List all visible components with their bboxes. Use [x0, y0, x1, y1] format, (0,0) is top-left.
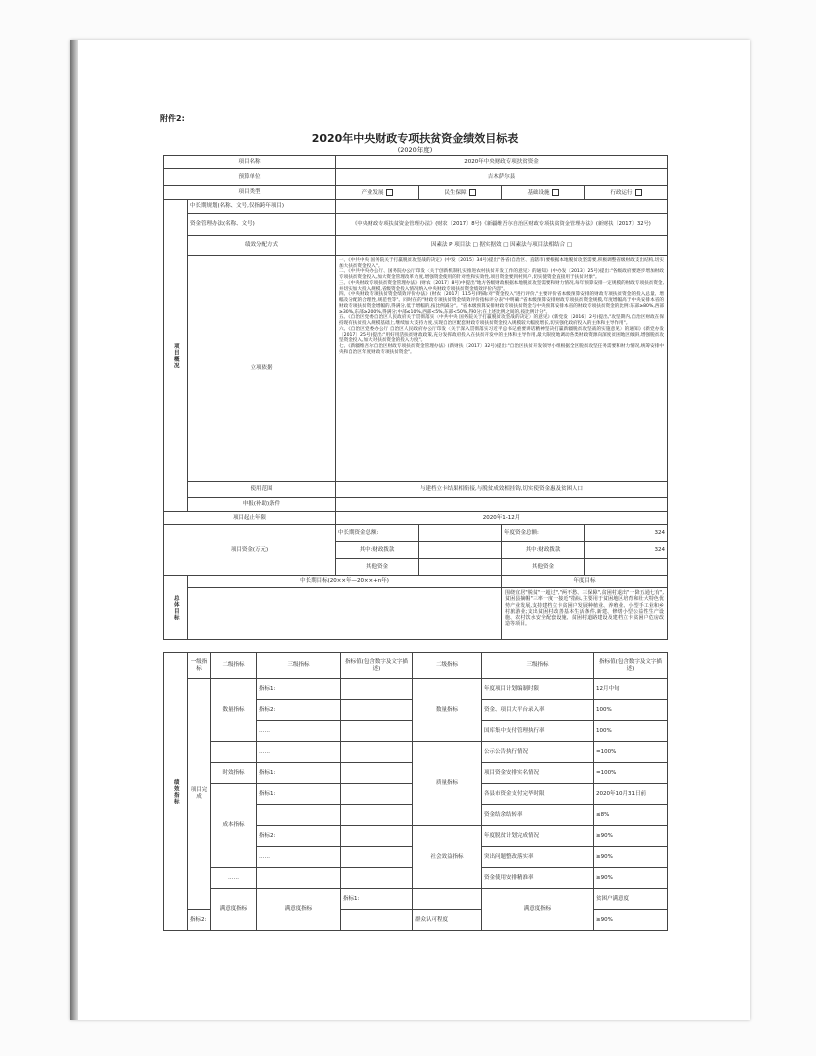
budget-unit-label: 预算单位 — [164, 169, 336, 186]
mid-goal-text — [188, 588, 502, 640]
satisfaction-group-left: 满意度指标 — [257, 889, 341, 931]
year-total-label: 年度资金总额: — [502, 525, 585, 542]
right-indicator-value: ≥90% — [594, 847, 668, 868]
year-goal-text: 围绕宜居"脱贫"一超过","两不愁、三保障",贫困村退出"一降五通七有",贫困县摘帽"三率一度一接近"指标,主要用于贫困地区培育和壮大特色优势产业发展,支持建档立卡贫困户发展种植业、养殖业、小型手工业和乡村旅游业;支出贫困村改善基本生活条件,新建、修缮小型公益性生产设施、农村饮水安全配套设施、贫困村道路建设及建档立卡贫困户危房改造等项目。 — [502, 588, 668, 640]
indicator-value — [341, 847, 413, 868]
right-indicator-value: ≥90% — [594, 910, 668, 931]
allocation-method-value: 因素法 P 项目法 □ 据实据效 □ 因素法与项目法相结合 □ — [336, 236, 668, 256]
indicator-label — [257, 805, 341, 826]
basis-label: 立项依据 — [188, 256, 336, 482]
basis-paragraph: 二、《中共中央办公厅、国务院办公厅印发〈关于创新机制扎实推进农村扶贫开发工作的意见〉的通知》(中办发〔2013〕25号)提出:"各级政府要逐步增加财政专项扶贫资金投入,加大资金管理改革力度,增强资金使用的针对性和实效性,项目资金要到村到户,切实使资金直接用于扶贫对象"。 — [339, 269, 665, 281]
mid-total-value — [419, 525, 502, 542]
right-indicator-name: 年度脱贫计划完成情况 — [482, 826, 594, 847]
checkbox-icon — [635, 189, 642, 196]
indicator-ellipsis: …… — [257, 742, 341, 763]
level2-header: 二级指标 — [211, 653, 257, 679]
apply-condition-label: 申报(补助)条件 — [188, 498, 336, 512]
satisfaction-level1: 满意度指标 — [211, 889, 257, 931]
project-period-value: 2020年1-12月 — [336, 512, 668, 525]
checkbox-icon — [469, 189, 476, 196]
mid-goal-header: 中长期目标(20××年—20××+n年) — [188, 576, 502, 588]
level3-header: 三级指标 — [257, 653, 341, 679]
value-header-left: 指标值(包含数字及文字描述) — [341, 653, 413, 679]
right-indicator-name: 资金结余结转率 — [482, 805, 594, 826]
satisfaction-group-right: 满意度指标 — [482, 889, 594, 931]
project-period-label: 项目起止年限 — [164, 512, 336, 525]
allocation-method-label: 绩效分配方式 — [188, 236, 336, 256]
year-goal-header: 年度目标 — [502, 576, 668, 588]
timeliness-group-left: 时效指标 — [211, 763, 257, 784]
apply-condition-value — [336, 498, 668, 512]
right-indicator-value: ≥90% — [594, 826, 668, 847]
basis-paragraph: 一、《中共中央 国务院关于打赢脱贫攻坚战的决定》(中发〔2015〕34号)提出"各省(自治区、直辖市)要根据本地脱贫攻坚需要,积极调整省级财政支出结构,切实加大扶贫资金投入"。 — [339, 258, 665, 269]
budget-unit-value: 吉木萨尔县 — [336, 169, 668, 186]
type-option-label: 行政运行 — [610, 189, 633, 196]
value-header-right: 指标值(包含数字及文字描述) — [594, 653, 668, 679]
type-option-label: 基础设施 — [527, 189, 550, 196]
mid-term-plan-label: 中长期规划(名称、文号,仅指跨年项目) — [188, 200, 336, 214]
right-indicator-name: 国库集中支付管理执行率 — [482, 721, 594, 742]
indicator-ellipsis: …… — [257, 847, 341, 868]
year-other-value — [585, 559, 668, 576]
performance-label: 绩效指标 — [172, 778, 179, 805]
basis-paragraph: 七、《新疆维吾尔自治区财政专项扶贫资金管理办法》(新财扶〔2017〕32号)提出:"自治区扶贫开发领导小组根据全区脱贫攻坚任务需要和财力情况,统筹安排中央和自治区年度财政专项扶贫资金"。 — [339, 344, 665, 355]
type-option — [336, 186, 419, 200]
mid-other-label: 其他资金 — [336, 559, 419, 576]
right-indicator-value: 100% — [594, 721, 668, 742]
right-indicator-name: 资金、项目大平台录入率 — [482, 700, 594, 721]
annex-label: 附件2: — [160, 114, 185, 123]
empty-group-cell — [211, 742, 257, 763]
indicator-value — [341, 910, 413, 931]
indicator-ellipsis: …… — [211, 868, 257, 889]
mid-term-plan-value — [336, 200, 668, 214]
right-indicator-name: 公示公告执行情况 — [482, 742, 594, 763]
indicator-value — [341, 868, 413, 889]
social-group-right: 社会效益指标 — [413, 826, 482, 889]
mid-total-label: 中长期资金总额: — [336, 525, 419, 542]
performance-table — [163, 652, 668, 931]
right-indicator-value: 100% — [594, 700, 668, 721]
fund-management-value: 《中央财政专项扶贫资金管理办法》(财农〔2017〕8号)《新疆维吾尔自治区财政专项扶贫资金管理办法》(新财扶〔2017〕32号) — [336, 214, 668, 236]
project-name-value: 2020年中央财政专项扶贫资金 — [336, 156, 668, 169]
project-name-label: 项目名称 — [164, 156, 336, 169]
right-indicator-name: 突出问题整改落实率 — [482, 847, 594, 868]
basis-paragraph: 三、《中央财政专项扶贫资金管理办法》(财农〔2017〕8号)中提出"地方各级财政根据本地脱贫攻坚需要和财力情况,每年预算安排一定规模的财政专项扶贫资金,并切实加大投入规模,省级资金投入情况纳入中央财政专项扶贫资金绩效评价内容"。 — [339, 280, 665, 292]
type-option-label: 民生保障 — [444, 189, 467, 196]
type-option-label: 产业发展 — [361, 189, 384, 196]
basis-text — [336, 256, 668, 482]
project-funds-label: 项目资金(万元) — [164, 525, 336, 576]
indicator-value — [341, 742, 413, 763]
indicator-label: 指标2: — [188, 910, 211, 931]
performance-label-cell — [164, 653, 188, 931]
right-indicator-value: 2020年10月31日前 — [594, 784, 668, 805]
project-table — [163, 155, 668, 640]
checkbox-icon — [552, 189, 559, 196]
indicator-value — [341, 721, 413, 742]
mid-fiscal-label: 其中:财政拨款 — [336, 542, 419, 559]
basis-paragraph: 四、《中央财政专项扶贫资金绩效评价办法》(财农〔2017〕115号)明确:对"资金投入"进行评价,"主要评价省本级预算安排的财政专项扶贫资金的投入总量、增幅及分配的合理性,规范性等"。同时在的"财政专项扶贫资金绩效评价指标评分表"中明确:"省本级预算安排财政专项扶贫资金规模,年度增幅高于中央安排本省的财政专项扶贫资金增幅的,得满分,低于增幅的,按比例减分"。"省本级预算安排财政专项扶贫资金与中央预算安排本省的财政专项扶贫资金的比例:东部≥80%,西部≥30%,东部≥200%,得满分;中部≤10%,西部<5%,东部<50%,得0分;在上述比例之间的,按比例计分"。 — [339, 292, 665, 315]
right-indicator-name: 年度项目计划编制时限 — [482, 679, 594, 700]
scan-edge-shadow — [70, 40, 78, 1020]
basis-paragraph: 六、《自治区党委办公厅 自治区人民政府办公厅印发〈关于深入贯彻落实习近平总书记重要讲话精神坚决打赢新疆脱贫攻坚战的实施意见〉的通知》(新党办发〔2017〕25号)提出:"用好用活扶贫财政政策,充分发挥政府投入在扶贫开发中的主体和主导作用,最大限度地调动各类财政资源向深度贫困地区倾斜,增强脱贫攻坚资金投入,加大对扶贫资金的投入力度"。 — [339, 326, 665, 344]
output-label: 项目完成 — [188, 679, 211, 910]
right-indicator-name: 贫困户满意度 — [594, 889, 668, 910]
cost-group-left: 成本指标 — [211, 784, 257, 868]
indicator-label: 指标2: — [257, 826, 341, 847]
indicator-label: 指标1: — [257, 763, 341, 784]
indicator-value — [341, 826, 413, 847]
year-fiscal-label: 其中:财政拨款 — [502, 542, 585, 559]
year-other-label: 其他资金 — [502, 559, 585, 576]
mid-other-value — [419, 559, 502, 576]
right-indicator-value: ≤8% — [594, 805, 668, 826]
mid-fiscal-value — [419, 542, 502, 559]
indicator-value — [341, 805, 413, 826]
indicator-label — [257, 868, 341, 889]
document-year: (2020年度) — [397, 146, 433, 154]
indicator-label: 指标2: — [257, 700, 341, 721]
indicator-label: 指标1: — [341, 889, 413, 910]
usage-scope-label: 使用范围 — [188, 482, 336, 498]
indicator-value — [341, 784, 413, 805]
year-total-value: 324 — [585, 525, 668, 542]
quality-group-right: 质量指标 — [413, 742, 482, 826]
indicator-value — [341, 763, 413, 784]
indicator-value — [413, 889, 482, 910]
indicator-label: 指标1: — [257, 679, 341, 700]
overview-label: 项目概况 — [172, 342, 179, 369]
indicator-value — [341, 700, 413, 721]
basis-paragraph: 五、《自治区党委自治区人民政府关于贯彻落实〈中共中央 国务院关于打赢脱贫攻坚战的决定〉的意见》(新党发〔2016〕2号)提出,"攻坚期内,自治区财政在保持现有扶贫投入规模基础上,继续加大支持力度,实现自治区配套财政专项扶贫资金投入规模较大幅度增长,切实强化政府投入的主体和主导作用"。 — [339, 315, 665, 327]
right-indicator-name: 项目资金安排实名情况 — [482, 763, 594, 784]
level3-header-right: 三级指标 — [482, 653, 594, 679]
right-indicator-name: 群众认可程度 — [413, 910, 482, 931]
right-indicator-value: ≥90% — [594, 868, 668, 889]
usage-scope-value: 与建档立卡结果相衔接,与脱贫成效相挂钩,切实使资金惠及贫困人口 — [336, 482, 668, 498]
project-type-label: 项目类型 — [164, 186, 336, 200]
overall-goal-label-cell — [164, 576, 188, 640]
right-indicator-value: 12月中旬 — [594, 679, 668, 700]
year-fiscal-value: 324 — [585, 542, 668, 559]
indicator-label: 指标1: — [257, 784, 341, 805]
indicator-value — [341, 679, 413, 700]
right-indicator-value: =100% — [594, 742, 668, 763]
checkbox-icon — [386, 189, 393, 196]
fund-management-label: 资金管理办法(名称、文号) — [188, 214, 336, 236]
right-indicator-name: 资金使用安排精准率 — [482, 868, 594, 889]
right-indicator-value: =100% — [594, 763, 668, 784]
level2-header-right: 二级指标 — [413, 653, 482, 679]
overall-goal-label: 总体目标 — [172, 594, 179, 621]
right-indicator-name: 各县市资金支付完毕时限 — [482, 784, 594, 805]
quantity-group-left: 数量指标 — [211, 679, 257, 742]
indicator-ellipsis: …… — [257, 721, 341, 742]
type-option — [502, 186, 585, 200]
type-option — [585, 186, 668, 200]
overview-label-cell — [164, 200, 188, 512]
type-option — [419, 186, 502, 200]
quantity-group-right: 数量指标 — [413, 679, 482, 742]
level1-header: 一级指标 — [188, 653, 211, 679]
document-title: 2020年中央财政专项扶贫资金绩效目标表 — [311, 132, 519, 145]
